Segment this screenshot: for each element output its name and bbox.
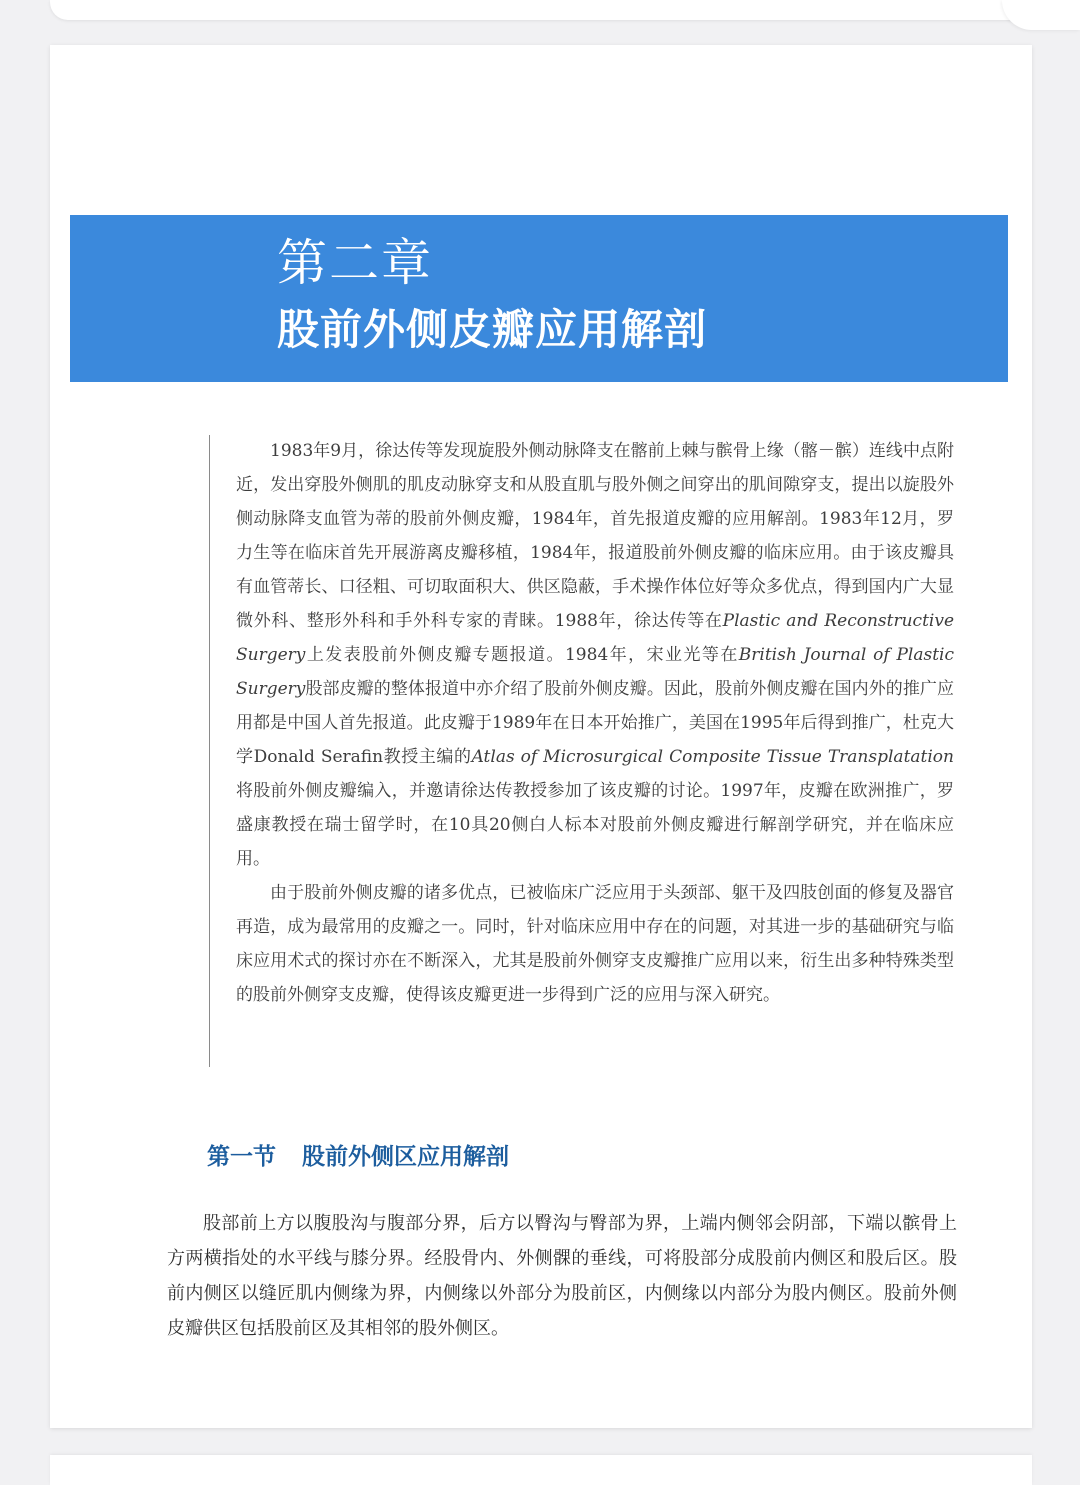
chapter-title: 股前外侧皮瓣应用解剖 xyxy=(277,305,708,354)
page-corner xyxy=(1002,0,1080,30)
journal-title: Plastic and Reconstructive Surgery xyxy=(236,611,955,665)
section-heading xyxy=(207,1140,509,1174)
section-paragraph: 股部前上方以腹股沟与腹部分界，后方以臀沟与臀部为界，上端内侧邻会阴部，下端以髌骨上方两横指处的水平线与膝分界。经股骨内、外侧髁的垂线，可将股部分成股前内侧区和股后区。股前内侧区以缝匠肌内侧缘为界，内侧缘以外部分为股前区，内侧缘以内部分为股内侧区。股前外侧皮瓣供区包括股前区及其相邻的股外侧区。 xyxy=(167,1213,957,1339)
intro-text: 将股前外侧皮瓣编入，并邀请徐达传教授参加了该皮瓣的讨论。1997年，皮瓣在欧洲推广，罗盛康教授在瑞士留学时，在10具20侧白人标本对股前外侧皮瓣进行解剖学研究，并在临床应用。 xyxy=(236,781,954,869)
intro-paragraph-2: 由于股前外侧皮瓣的诸多优点，已被临床广泛应用于头颈部、躯干及四肢创面的修复及器官再造，成为最常用的皮瓣之一。同时，针对临床应用中存在的问题，对其进一步的基础研究与临床应用术式的探讨亦在不断深入，尤其是股前外侧穿支皮瓣推广应用以来，衍生出多种特殊类型的股前外侧穿支皮瓣，使得该皮瓣更进一步得到广泛的应用与深入研究。 xyxy=(236,883,954,1005)
next-page-edge xyxy=(50,1455,1032,1485)
book-title: Atlas of Microsurgical Composite Tissue Transplatation xyxy=(471,747,954,767)
intro-paragraph-1 xyxy=(236,434,954,876)
intro-text: 上发表股前外侧皮瓣专题报道。1984年，宋业光等在 xyxy=(305,645,739,665)
document-page xyxy=(50,45,1032,1428)
section-title: 股前外侧区应用解剖 xyxy=(302,1144,509,1170)
section-number: 第一节 xyxy=(207,1144,276,1170)
previous-page-edge xyxy=(50,0,1032,20)
chapter-number: 第二章 xyxy=(277,234,433,292)
journal-title: British Journal of Plastic Surgery xyxy=(236,645,955,699)
chapter-banner xyxy=(70,215,1008,382)
intro-text: 1983年9月，徐达传等发现旋股外侧动脉降支在髂前上棘与髌骨上缘（髂－髌）连线中点附近，发出穿股外侧肌的肌皮动脉穿支和从股直肌与股外侧之间穿出的肌间隙穿支，提出以旋股外侧动脉降支血管为蒂的股前外侧皮瓣，1984年，首先报道皮瓣的应用解剖。1983年12月，罗力生等在临床首先开展游离皮瓣移植，1984年，报道股前外侧皮瓣的临床应用。由于该皮瓣具有血管蒂长、口径粗、可切取面积大、供区隐蔽，手术操作体位好等众多优点，得到国内广大显微外科、整形外科和手外科专家的青睐。1988年，徐达传等在 xyxy=(236,441,954,631)
chapter-introduction xyxy=(236,434,954,1012)
intro-side-rule xyxy=(209,435,210,1067)
intro-text: 股部皮瓣的整体报道中亦介绍了股前外侧皮瓣。因此，股前外侧皮瓣在国内外的推广应用都是中国人首先报道。此皮瓣于1989年在日本开始推广，美国在1995年后得到推广，杜克大学Donald Serafin教授主编的 xyxy=(236,679,954,767)
section-body xyxy=(167,1206,957,1346)
